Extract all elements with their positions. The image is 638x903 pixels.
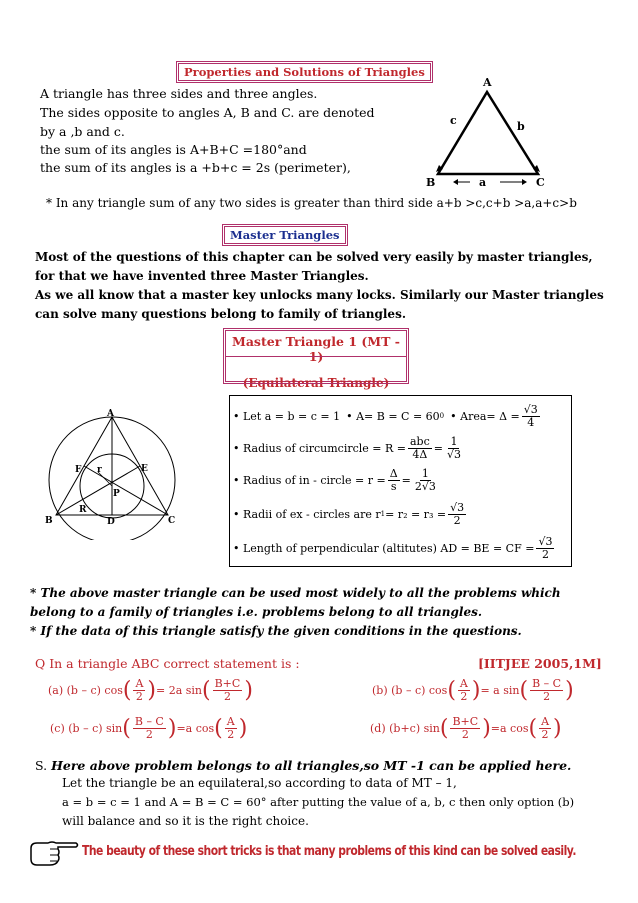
- circle-point-e: E: [141, 464, 148, 474]
- formula-exradii-sub: 1: [380, 510, 386, 518]
- formula-inradius-den2: 2√3: [414, 480, 436, 493]
- option-b-lead: (b) (b – c) cos: [372, 684, 448, 697]
- option-d-frac2-num: A: [541, 715, 550, 728]
- master-line-1: Most of the questions of this chapter can be solved very easily by master triangles,: [35, 250, 593, 264]
- option-c-mid: =a cos: [176, 722, 215, 735]
- circle-label-r-lower: r: [97, 465, 102, 475]
- formula-circumradius-num: abc: [410, 435, 430, 448]
- circle-vertex-b: B: [45, 516, 53, 526]
- question-reference: [IITJEE 2005,1M]: [478, 656, 602, 671]
- formula-degree: 0: [439, 412, 445, 420]
- option-b[interactable]: (b) (b – c) cos ( $\frac{A}{2}$ ) = a sin ( $\frac{B - C}{2}$ ): [372, 677, 574, 703]
- option-d-mid: =a cos: [490, 722, 529, 735]
- vertex-a-label: A: [483, 76, 492, 89]
- formula-area-num: √3: [523, 403, 538, 416]
- formula-let: • Let a = b = c = 1: [233, 410, 341, 423]
- option-a-frac2-den: 2: [223, 690, 231, 703]
- formula-circumradius-den: 4Δ: [412, 448, 428, 461]
- formula-circumradius-num2: 1: [450, 435, 458, 448]
- formula-inradius-num2: 1: [421, 467, 429, 480]
- master-line-2: for that we have invented three Master Triangles.: [35, 269, 369, 283]
- option-c-frac1-num: B – C: [134, 715, 164, 728]
- formula-exradii-label: • Radii of ex - circles are r: [233, 508, 381, 521]
- option-c-lead: (c) (b – c) sin: [50, 722, 123, 735]
- solution-line-1: Let the triangle be an equilateral,so according to data of MT – 1,: [62, 776, 457, 790]
- formula-altitude-den: 2: [541, 548, 549, 561]
- option-a-frac1-num: A: [135, 677, 144, 690]
- master-line-4: can solve many questions belong to family of triangles.: [35, 307, 406, 321]
- note-line-2: belong to a family of triangles i.e. problems belong to all triangles.: [30, 605, 483, 619]
- circle-point-f: F: [75, 465, 82, 475]
- solution-line-3: will balance and so it is the right choice.: [62, 814, 309, 828]
- circle-point-d: D: [107, 517, 115, 527]
- mt1-title-box: [225, 330, 407, 390]
- formula-row-5: [233, 536, 556, 561]
- intro-line-2: The sides opposite to angles A, B and C. are denoted: [40, 105, 375, 120]
- formula-inradius-den: s: [390, 480, 397, 493]
- master-line-3: As we all know that a master key unlocks many locks. Similarly our Master triangles: [35, 288, 604, 302]
- formula-inradius-eq: =: [401, 474, 411, 487]
- side-c-label: c: [450, 114, 457, 127]
- option-b-frac1-den: 2: [460, 690, 468, 703]
- intro-line-4: the sum of its angles is A+B+C =180°and: [40, 142, 307, 157]
- option-d-frac1-den: 2: [461, 728, 469, 741]
- formula-inradius-num: Δ: [389, 467, 398, 480]
- option-c-frac2-num: A: [226, 715, 235, 728]
- option-d-frac1-num: B+C: [452, 715, 479, 728]
- option-a-mid: = 2a sin: [155, 684, 202, 697]
- note-line-1: * The above master triangle can be used most widely to all the problems which: [30, 586, 561, 600]
- option-a-frac2-num: B+C: [214, 677, 241, 690]
- sides-inequality-note: * In any triangle sum of any two sides is greater than third side a+b >c,c+b >a,a+c>b: [46, 196, 577, 210]
- formula-circumradius-den2: √3: [446, 448, 461, 461]
- solution-line-2: a = b = c = 1 and A = B = C = 60° after putting the value of a, b, c then only option (b): [62, 795, 575, 809]
- triangle-diagram: [420, 72, 560, 192]
- option-c[interactable]: (c) (b – c) sin ( $\frac{B - C}{2}$ ) =a cos ( $\frac{A}{2}$ ): [50, 715, 248, 741]
- formula-exradii-num: √3: [450, 501, 465, 514]
- formula-altitude-label: • Length of perpendicular (altitutes) AD = BE = CF =: [233, 542, 535, 555]
- intro-line-5: the sum of its angles is a +b+c = 2s (perimeter),: [40, 160, 351, 175]
- formula-row-3: [233, 468, 440, 493]
- option-b-mid: = a sin: [480, 684, 520, 697]
- intro-line-3: by a ,b and c.: [40, 124, 125, 139]
- formula-exradii-den: 2: [453, 514, 461, 527]
- option-d-lead: (d) (b+c) sin: [370, 722, 440, 735]
- option-d-frac2-den: 2: [541, 728, 549, 741]
- intro-line-1: A triangle has three sides and three angles.: [40, 86, 318, 101]
- circle-point-p: P: [113, 489, 120, 499]
- option-b-frac2-den: 2: [543, 690, 551, 703]
- page-title: Properties and Solutions of Triangles: [178, 63, 431, 81]
- question-text: Q In a triangle ABC correct statement is :: [35, 656, 300, 671]
- formula-exradii-rest: = r₂ = r₃ =: [385, 508, 447, 521]
- option-d[interactable]: (d) (b+c) sin ( $\frac{B+C}{2}$ ) =a cos ( $\frac{A}{2}$ ): [370, 715, 562, 741]
- master-triangles-title: Master Triangles: [224, 226, 346, 244]
- option-b-frac1-num: A: [459, 677, 468, 690]
- formula-row-4: [233, 502, 468, 527]
- vertex-c-label: C: [536, 176, 545, 189]
- formula-altitude-num: √3: [538, 535, 553, 548]
- formula-row-2: [233, 436, 465, 461]
- solution-prefix: S.: [35, 758, 48, 773]
- side-a-label: a: [479, 176, 487, 189]
- side-b-label: b: [517, 120, 525, 133]
- mt1-formula-box: [229, 395, 572, 567]
- option-b-frac2-num: B – C: [532, 677, 562, 690]
- formula-row-1: [233, 404, 542, 429]
- equilateral-incircle-diagram: [35, 400, 215, 540]
- option-a-lead: (a) (b – c) cos: [48, 684, 123, 697]
- circle-vertex-a: A: [107, 409, 114, 419]
- solution-heading-text: Here above problem belongs to all triangles,so MT -1 can be applied here.: [51, 758, 572, 773]
- formula-area-den: 4: [527, 416, 535, 429]
- option-c-frac2-den: 2: [227, 728, 235, 741]
- mt1-subtitle: (Equilateral Triangle): [242, 376, 390, 390]
- option-c-frac1-den: 2: [145, 728, 153, 741]
- option-a-frac1-den: 2: [135, 690, 143, 703]
- mt1-title: Master Triangle 1 (MT - 1): [232, 334, 400, 364]
- formula-inradius-label: • Radius of in - circle = r =: [233, 474, 386, 487]
- formula-circumradius-eq: =: [433, 442, 443, 455]
- footer-tagline: The beauty of these short tricks is that many problems of this kind can be solved easily.: [82, 844, 576, 859]
- formula-angles: • A= B = C = 60: [346, 410, 440, 423]
- circle-label-r-upper: R: [79, 505, 87, 515]
- note-line-3: * If the data of this triangle satisfy the given conditions in the questions.: [30, 624, 522, 638]
- circle-vertex-c: C: [168, 516, 176, 526]
- vertex-b-label: B: [426, 176, 436, 189]
- formula-circumradius-label: • Radius of circumcircle = R =: [233, 442, 406, 455]
- pointing-hand-icon: [28, 838, 80, 868]
- solution-heading: [35, 757, 571, 774]
- option-a[interactable]: (a) (b – c) cos ( $\frac{A}{2}$ ) = 2a sin ( $\frac{B+C}{2}$ ): [48, 677, 253, 703]
- formula-area-label: • Area= Δ =: [450, 410, 520, 423]
